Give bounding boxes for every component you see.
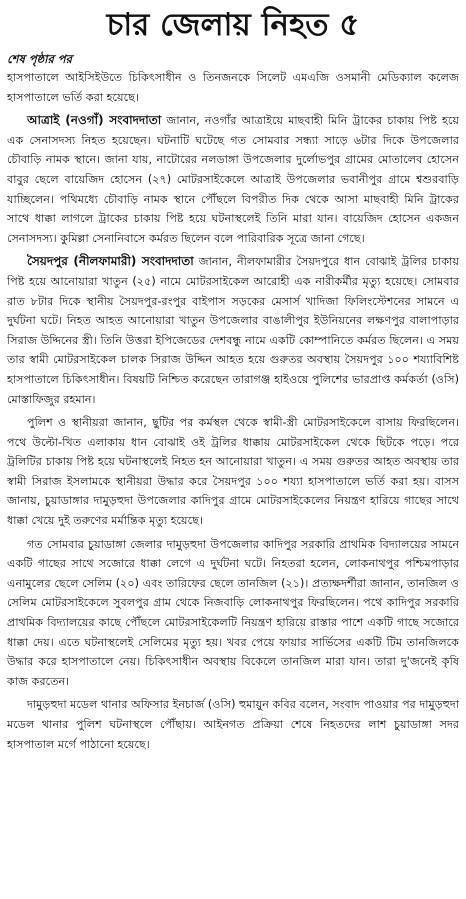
paragraph-1-text: হাসপাতালে আইসিইউতে চিকিৎসাধীন ও তিনজনকে সিলেট এমএজি ওসমানী মেডিক্যাল কলেজ হাসপাতালে ভর্তি করা হয়েছে।	[7, 71, 459, 104]
paragraph-2-dateline: আত্রাই (নওগাঁ) সংবাদদাতা	[27, 113, 162, 128]
headline: চার জেলায় নিহত ৫	[106, 7, 360, 43]
paragraph-4	[7, 413, 459, 531]
paragraph-5	[7, 535, 459, 692]
paragraph-4-text: পুলিশ ও স্থানীয়রা জানান, ছুটির পর কর্মস্থল থেকে স্বামী-স্ত্রী মোটরসাইকেলে বাসায় ফিরছিলেন। পথে উল্টো-খিত এলাকায় ধান বোঝাই ওই ট্রলির ধাক্কায় মোটরসাইকেল থেকে ছিটকে পড়ে। পরে ট্রলিটির চাকায় পিষ্ট হয়ে ঘটনাস্থলেই নিহত হন আনোয়ারা খাতুন। এ সময় গুরুতর আহত অবস্থায় তার স্বামী সিরাজ ইসলামকে স্থানীয়রা উদ্ধার করে সৈয়দপুর ১০০ শয্যা হাসপাতালে ভর্তি করা হয়। বাসস জানায়, চুয়াডাঙ্গার দামুড়হুদা উপজেলার কাদিপুর গ্রামে মোটরসাইকেলের নিয়ন্ত্রণ হারিয়ে গাছের সাথে ধাক্কা খেয়ে দুই তরুণের মর্মান্তিক মৃত্যু হয়েছে।	[7, 416, 459, 528]
paragraph-6	[7, 695, 459, 754]
paragraph-3-text: জানান, নীলফামারীর সৈয়দপুরে ধান বোঝাই ট্রলির চাকায় পিষ্ট হয়ে আনোয়ারা খাতুন (২৫) নামে মোটরসাইকেল আরোহী এক নারীকর্মীর মৃত্যু হয়েছে। সোমবার রাত ৮টার দিকে স্থানীয় সৈয়দপুর-রংপুর বাইপাস সড়কের মেসার্স খাদিজা ফিলিংস্টেশনের সামনে এ দুর্ঘটনা ঘটে। নিহত আহত আনোয়ারা খাতুন উপজেলার বাঙালীপুর ইউনিয়নের লক্ষণপুর বালাপাড়ার সিরাজ উদ্দিনের স্ত্রী। তিনি উত্তরা ইপিজেডের দেশবন্ধু নামে একটি কোম্পানিতে কর্মরত ছিলেন। এ সময় তার স্বামী মোটরসাইকেল চালক সিরাজ উদ্দিন আহত হয়ে গুরুতর অবস্থায় সৈয়দপুর ১০০ শয্যাবিশিষ্ট হাসপাতালে চিকিৎসাধীন। বিষয়টি নিশ্চিত করেছেন তারাগঞ্জ হাইওয়ে পুলিশের ভারপ্রাপ্ত কর্মকর্তা (ওসি) মোস্তাফিজুর রহমান।	[7, 255, 459, 406]
paragraph-1	[7, 68, 459, 107]
continuation-kicker: শেষ পৃষ্ঠার পর	[7, 52, 72, 66]
paragraph-3-dateline: সৈয়দপুর (নীলফামারী) সংবাদদাতা	[27, 254, 194, 269]
paragraph-5-text: গত সোমবার চুয়াডাঙ্গা জেলার দামুড়হুদা উপজেলার কাদিপুর সরকারি প্রাথমিক বিদ্যালয়ের সামনে একটি গাছের সাথে সজোরে ধাক্কা লেগে এ দুর্ঘটনা ঘটে। নিহতরা হলেন, লোকনাথপুর পশ্চিমপাড়ার এনামুলের ছেলে সেলিম (২০) এবং তারিফের ছেলে তানজিল (২১)। প্রত্যক্ষদর্শীরা জানান, তানজিল ও সেলিম মোটরসাইকেলে সুবলপুর গ্রাম থেকে নিজবাড়ি লোকনাথপুর ফিরছিলেন। পথে কাদিপুর সরকারি প্রাথমিক বিদ্যালয়ের কাছে পৌঁছলে মোটরসাইকেলটি নিয়ন্ত্রণ হারিয়ে রাস্তার পাশে একটি গাছে সজোরে ধাক্কা দেয়। এতে ঘটনাস্থলেই সেলিমের মৃত্যু হয়। খবর পেয়ে ফায়ার সার্ভিসের একটি টিম তানজিলকে উদ্ধার করে হাসপাতালে নেয়। চিকিৎসাধীন অবস্থায় বিকেলে তানজিল মারা যান। তারা দু'জনেই কৃষি কাজ করতেন।	[7, 537, 459, 688]
paragraph-6-text: দামুড়হুদা মডেল থানার অফিসার ইনচার্জ (ওসি) হুমায়ুন কবির বলেন, সংবাদ পাওয়ার পর দামুড়হুদা মডেল থানার পুলিশ ঘটনাস্থলে পৌঁছায়। আইনগত প্রক্রিয়া শেষে নিহতদের লাশ চুয়াডাঙ্গা সদর হাসপাতাল মর্গে পাঠানো হয়েছে।	[7, 698, 459, 751]
paragraph-2-text: জানান, নওগাঁর আত্রাইয়ে মাছবাহী মিনি ট্রাকের চাকায় পিষ্ট হয়ে এক সেনাসদস্য নিহত হয়েছেন। ঘটনাটি ঘটেছে গত সোমবার সন্ধ্যা সাড়ে ৬টার দিকে উপজেলার চৌবাড়ি নামক স্থানে। জানা যায়, নাটোরের নলডাঙ্গা উপজেলার দুর্লোভপুর গ্রামের মোতালেব হোসেন বাবুর ছেলে বায়েজিদ হোসেন (২৭) মোটরসাইকেলে আত্রাই উপজেলার ভবানীপুর গ্রামে শ্বশুরবাড়ি যাচ্ছিলেন। পথিমধ্যে চৌবাড়ি নামক স্থানে পৌঁছলে বিপরীত দিক থেকে আসা মাছবাহী মিনি ট্রাকের সাথে ধাক্কা লাগলে ট্রাকের চাকায় পিষ্ট হয়ে ঘটনাস্থলেই তিনি মারা যান। বায়েজিদ হোসেন একজন সেনাসদস্য। কুমিল্লা সেনানিবাসে কর্মরত ছিলেন বলে পারিবারিক সূত্রে জানা গেছে।	[7, 114, 459, 245]
article-body	[7, 68, 459, 754]
paragraph-2	[7, 111, 459, 248]
paragraph-3	[7, 252, 459, 409]
